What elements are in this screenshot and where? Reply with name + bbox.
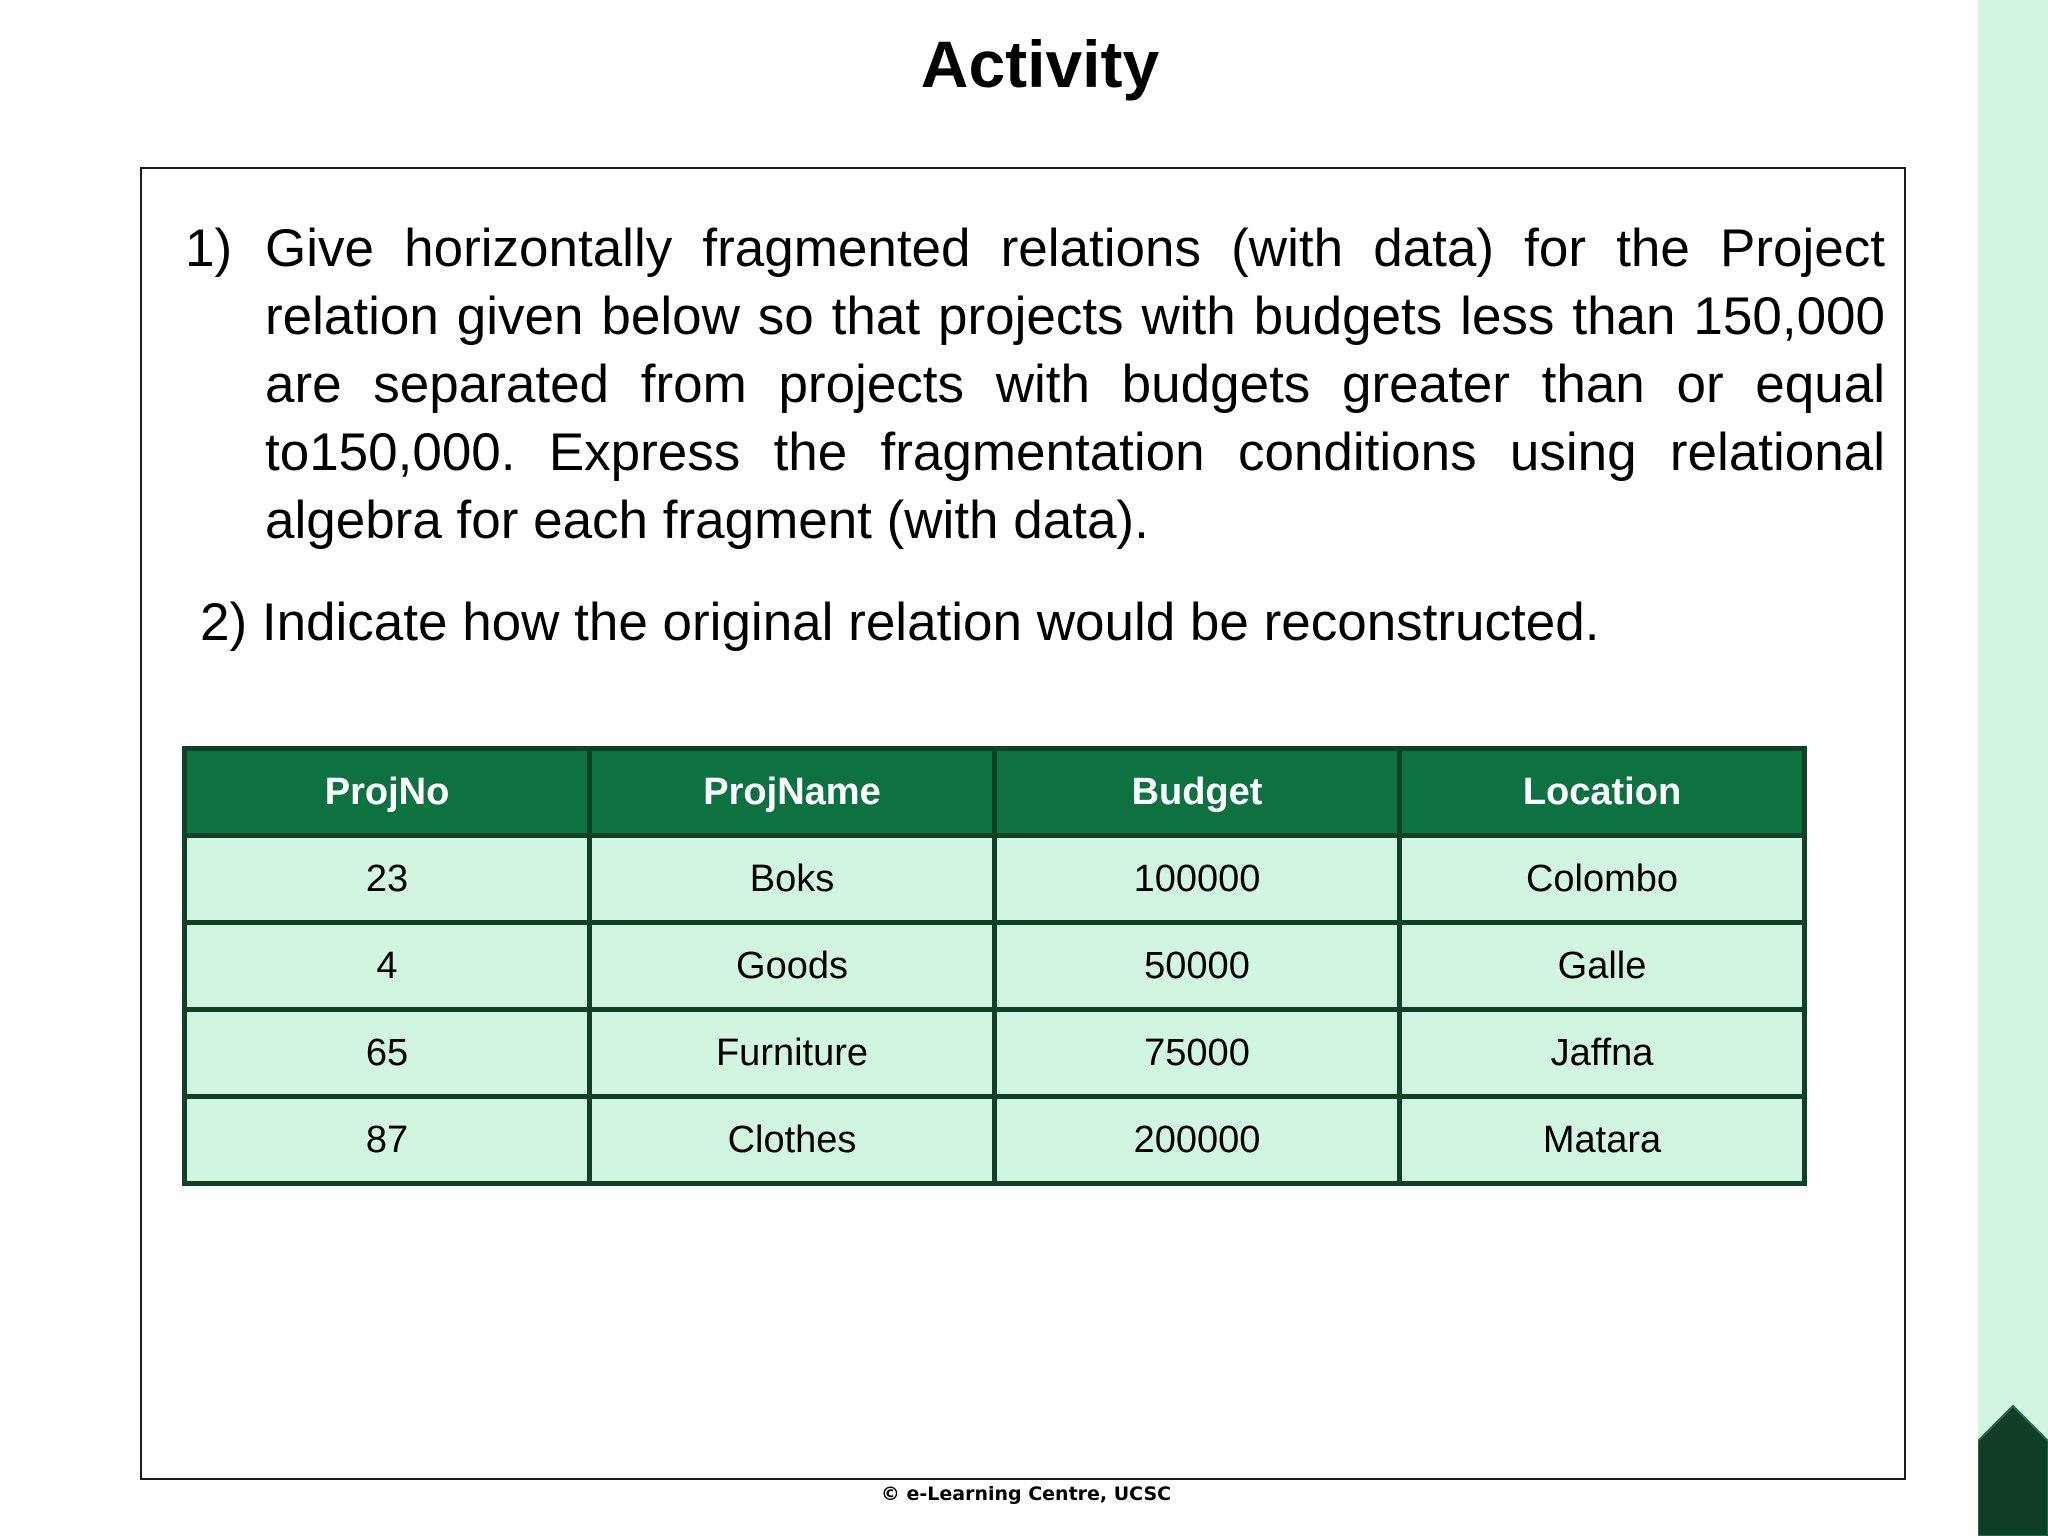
cell-location: Galle: [1400, 923, 1805, 1010]
cell-location: Jaffna: [1400, 1010, 1805, 1097]
cell-projname: Furniture: [590, 1010, 995, 1097]
question-1: [185, 215, 1885, 555]
cell-projno: 65: [185, 1010, 590, 1097]
cell-budget: 50000: [995, 923, 1400, 1010]
cell-projname: Boks: [590, 836, 995, 923]
project-table: [182, 746, 1807, 1186]
cell-projname: Goods: [590, 923, 995, 1010]
question-2-text: 2) Indicate how the original relation would be reconstructed.: [200, 593, 1600, 652]
table-row: [185, 836, 1805, 923]
cell-budget: 75000: [995, 1010, 1400, 1097]
side-decoration-strip: [1978, 0, 2048, 1536]
table-row: [185, 1010, 1805, 1097]
header-projno: ProjNo: [185, 749, 590, 836]
cell-location: Colombo: [1400, 836, 1805, 923]
cell-location: Matara: [1400, 1097, 1805, 1184]
slide-title: Activity: [920, 27, 1160, 101]
header-location: Location: [1400, 749, 1805, 836]
question-1-number: 1): [185, 219, 233, 278]
cell-projno: 87: [185, 1097, 590, 1184]
cell-projname: Clothes: [590, 1097, 995, 1184]
cell-projno: 23: [185, 836, 590, 923]
home-shape-icon[interactable]: [1978, 1386, 2048, 1536]
table-header-row: [185, 749, 1805, 836]
question-1-text: Give horizontally fragmented relations (with data) for the Project relation given below so that projects with budgets less than 150,000 are separated from projects with budgets greater than or equal to150,000. Express the fragmentation conditions using relational algebra for each fragment (with data).: [265, 219, 1885, 550]
header-budget: Budget: [995, 749, 1400, 836]
cell-budget: 100000: [995, 836, 1400, 923]
footer-copyright: © e-Learning Centre, UCSC: [880, 1483, 1172, 1505]
table-row: [185, 1097, 1805, 1184]
table-row: [185, 923, 1805, 1010]
cell-budget: 200000: [995, 1097, 1400, 1184]
cell-projno: 4: [185, 923, 590, 1010]
header-projname: ProjName: [590, 749, 995, 836]
